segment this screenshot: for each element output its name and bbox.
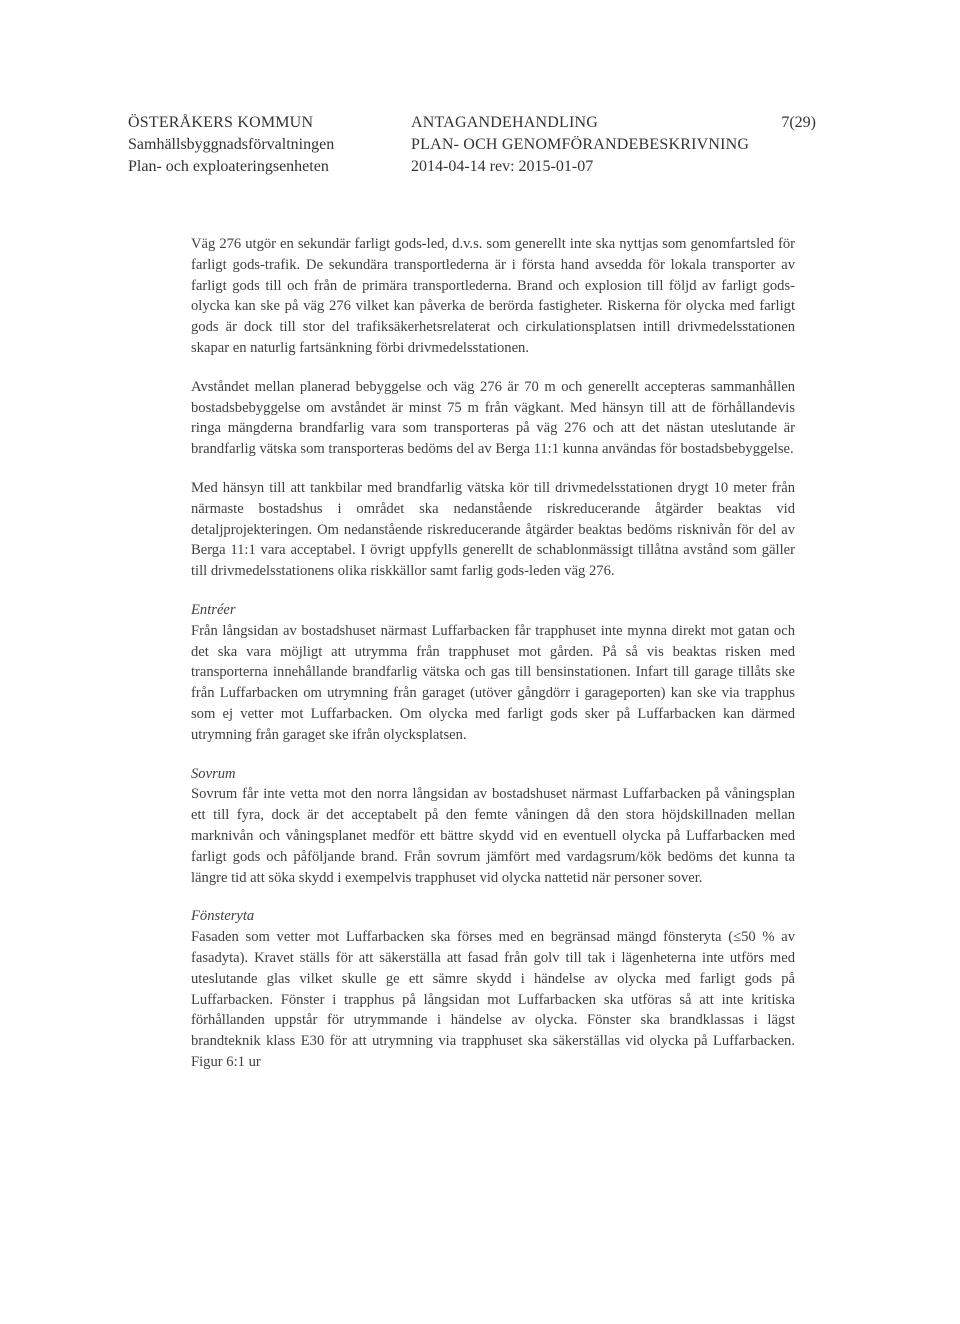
header-document-block (411, 112, 801, 178)
header-department: Samhällsbyggnadsförvaltningen (128, 136, 335, 153)
section-text: Från långsidan av bostadshuset närmast Luffarbacken får trapphuset inte mynna direkt mot gatan och det ska vara möjligt att utrymma från trapphuset mot gården. På så vis beaktas risken med transporterna innehållande brandfarlig vätska och gas till bensinstationen. Infart till garage tillåts ske från Luffarbacken om utrymning från garaget (utöver gångdörr i garageporten) kan ske via trapphus som ej vetter mot Luffarbacken. Om olycka med farligt gods sker på Luffarbacken kan därmed utrymning från garaget ske ifrån olycksplatsen. (191, 622, 795, 743)
section-text: Fasaden som vetter mot Luffarbacken ska förses med en begränsad mängd fönsteryta (≤50 % av fasadyta). Kravet ställs för att säkerställa att fasad från golv till tak i lägenheterna inte utförs med uteslutande glas vilket skulle ge ett sämre skydd i händelse av olycka med farligt gods på Luffarbacken. Fönster i trapphus på långsidan mot Luffarbacken ska utföras så att inte kritiska förhållanden uppstår för utrymmande i händelse av olycka. Fönster ska brandklassas i lägst brandteknik klass E30 för att utrymning via trapphuset ska säkerställas vid olycka på Luffarbacken. Figur 6:1 ur (191, 929, 795, 1070)
section-heading: Entréer (191, 601, 236, 618)
header-doc-title: PLAN- OCH GENOMFÖRANDEBESKRIVNING (411, 136, 750, 153)
header-org-name: ÖSTERÅKERS KOMMUN (128, 114, 314, 131)
document-body (191, 234, 795, 1091)
section-heading: Sovrum (191, 765, 236, 782)
header-doc-type: ANTAGANDEHANDLING (411, 114, 598, 131)
paragraph-distance: Avståndet mellan planerad bebyggelse och väg 276 är 70 m och generellt accepteras sammanhållen bostadsbebyggelse om avståndet är minst 75 m från vägkant. Med hänsyn till att de förhållandevis ringa mängderna brandfarlig vara som transporteras på väg 276 och att det nästan uteslutande är brandfarlig vätska som transporteras bedöms del av Berga 11:1 kunna användas för bostadsbebyggelse. (191, 378, 795, 458)
header-unit: Plan- och exploateringsenheten (128, 158, 329, 175)
section-fonsteryta (191, 906, 795, 1072)
header-date: 2014-04-14 rev: 2015-01-07 (411, 158, 594, 175)
section-text: Sovrum får inte vetta mot den norra långsidan av bostadshuset närmast Luffarbacken på våningsplan ett till fyra, dock är det acceptabelt på den femte våningen då den stora höjdskillnaden mellan marknivån och våningsplanet medför ett bättre skydd vid en eventuell olycka på Luffarbacken med farligt gods och påföljande brand. Från sovrum jämfört med vardagsrum/kök bedöms det kunna ta längre tid att söka skydd i exempelvis trapphuset vid olycka nattetid när personer sover. (191, 786, 795, 886)
paragraph-road-276: Väg 276 utgör en sekundär farligt gods-led, d.v.s. som generellt inte ska nyttjas som genomfartsled för farligt gods-trafik. De sekundära transportlederna är i första hand avsedda för lokala transporter av farligt gods till och från de primära transportlederna. Brand och explosion till följd av farligt gods-olycka kan ske på väg 276 vilket kan påverka de berörda fastigheter. Riskerna för olycka med farligt gods är dock till stor del trafiksäkerhetsrelaterat och cirkulationsplatsen intill drivmedelsstationen skapar en naturlig fartsänkning förbi drivmedelsstationen. (191, 236, 795, 356)
paragraph-tankers: Med hänsyn till att tankbilar med brandfarlig vätska kör till drivmedelsstationen drygt 10 meter från närmaste bostadshus i området ska nedanstående riskreducerande åtgärder beaktas vid detaljprojekteringen. Om nedanstående riskreducerande åtgärder beaktas bedöms risknivån för del av Berga 11:1 vara acceptabel. I övrigt uppfylls generellt de schablonmässigt tillåtna avstånd som gäller till drivmedelsstationens olika riskkällor samt farlig gods-leden väg 276. (191, 479, 795, 580)
page-number: 7(29) (781, 114, 816, 131)
header-organization-block (128, 112, 428, 178)
section-heading: Fönsteryta (191, 908, 255, 925)
section-sovrum (191, 764, 795, 889)
section-entreer (191, 600, 795, 746)
